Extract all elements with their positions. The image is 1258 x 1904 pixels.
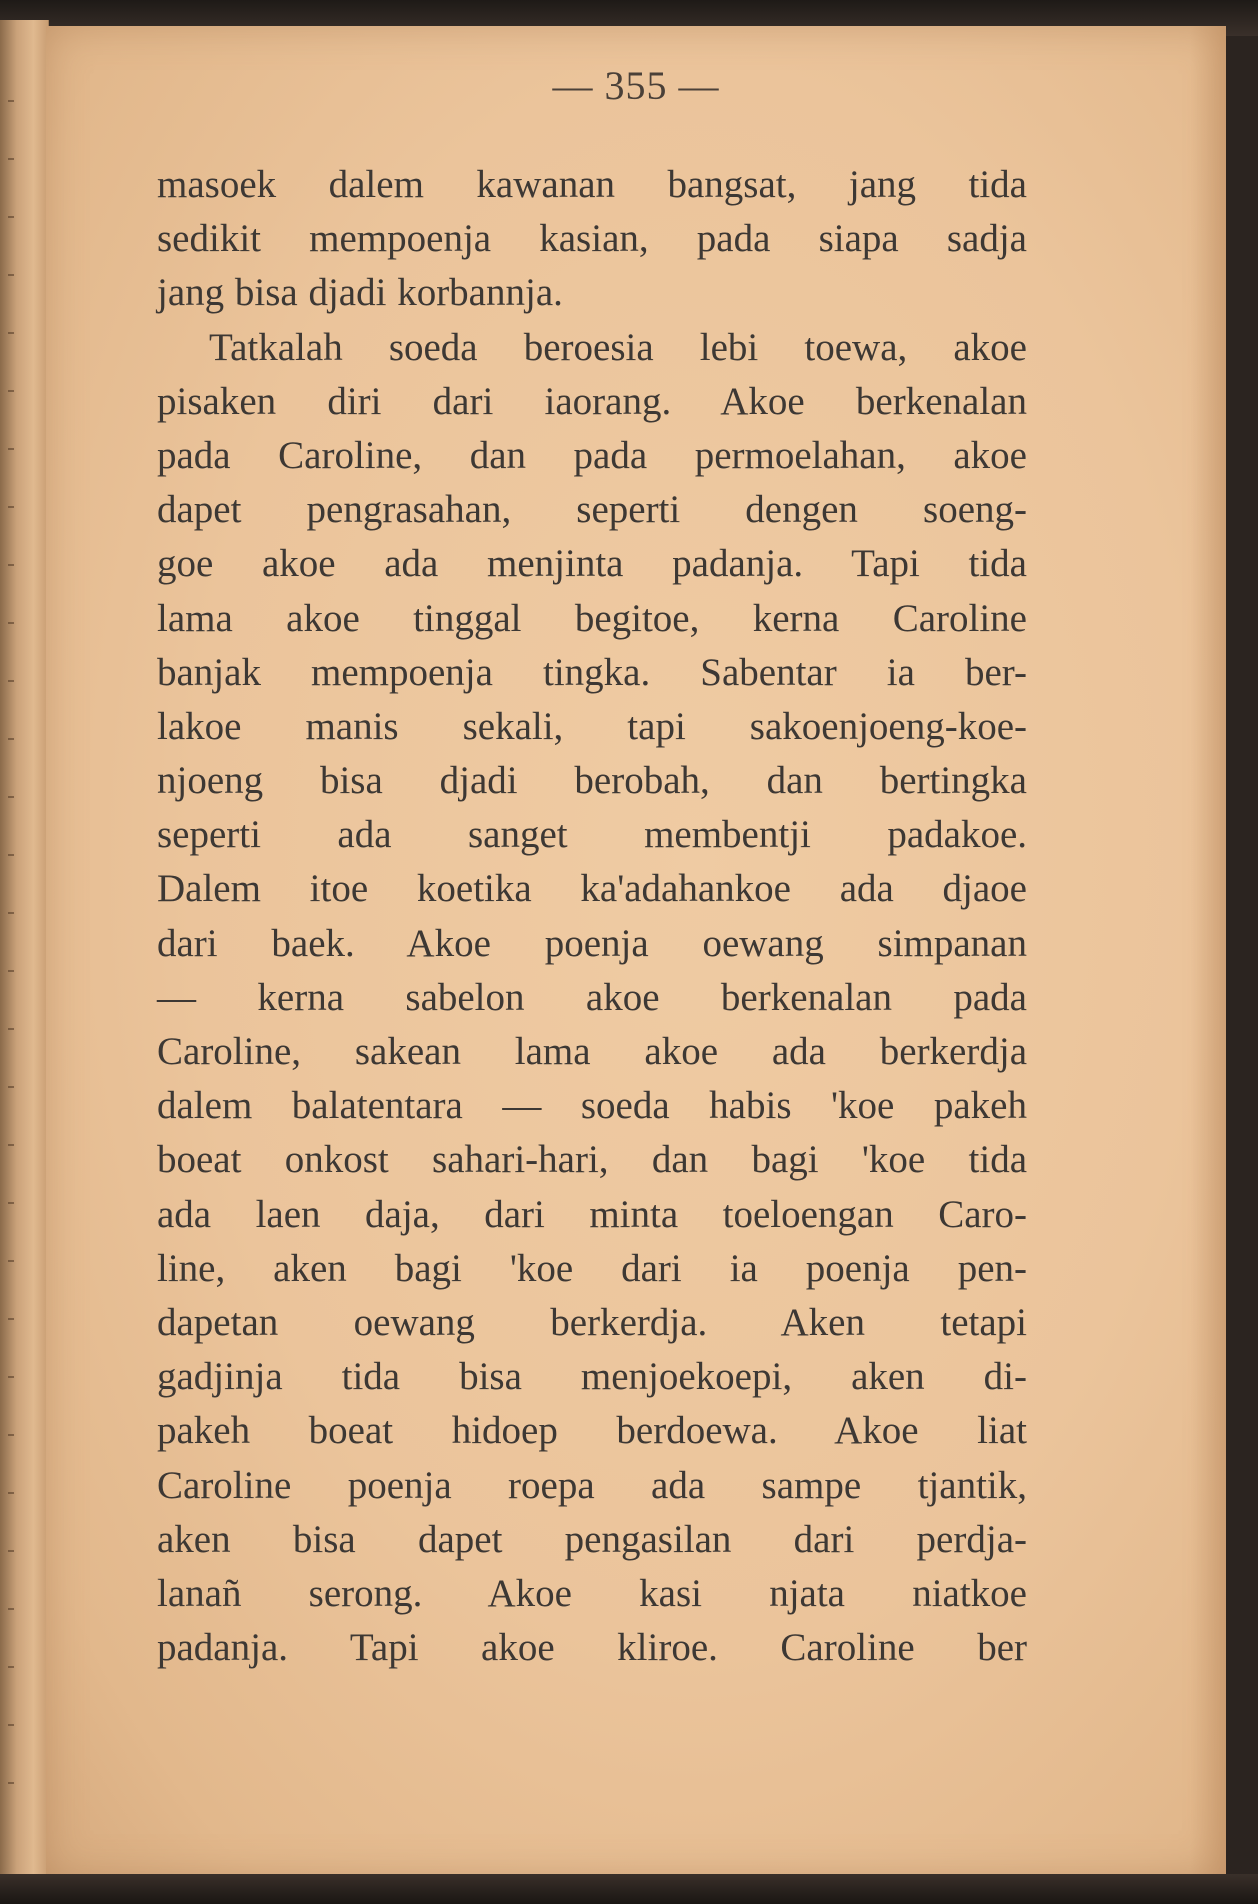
text-line: boeat onkost sahari-hari, dan bagi 'koe tida — [157, 1138, 1027, 1182]
text-line: banjak mempoenja tingka. Sabentar ia ber- — [157, 650, 1027, 694]
text-line: masoek dalem kawanan bangsat, jang tida — [157, 163, 1027, 206]
text-line: lanañ serong. Akoe kasi njata niatkoe — [157, 1571, 1027, 1615]
text-line: dalem balatentara — soeda habis 'koe pakeh — [157, 1084, 1027, 1128]
text-line: lama akoe tinggal begitoe, kerna Caroline — [157, 596, 1027, 640]
text-line: — kerna sabelon akoe berkenalan pada — [157, 975, 1027, 1019]
text-line: Tatkalah soeda beroesia lebi toewa, akoe — [209, 325, 1027, 369]
spine-stitch-marks — [8, 100, 14, 1800]
text-line: dapetan oewang berkerdja. Aken tetapi — [157, 1300, 1027, 1344]
text-line: goe akoe ada menjinta padanja. Tapi tida — [157, 542, 1027, 586]
page-number: — 355 — — [552, 63, 720, 108]
text-line: ada laen daja, dari minta toeloengan Caro- — [157, 1192, 1027, 1236]
page-edge-shadow — [1190, 26, 1226, 1878]
text-line: pada Caroline, dan pada permoelahan, akoe — [157, 433, 1027, 477]
text-line: lakoe manis sekali, tapi sakoenjoeng-koe- — [157, 704, 1027, 748]
text-line: padanja. Tapi akoe kliroe. Caroline ber — [157, 1626, 1027, 1670]
text-line: aken bisa dapet pengasilan dari perdja- — [157, 1517, 1027, 1561]
text-line: seperti ada sanget membentji padakoe. — [157, 813, 1027, 857]
book-spine — [0, 20, 49, 1880]
text-line: jang bisa djadi korbannja. — [157, 271, 563, 315]
text-line: dapet pengrasahan, seperti dengen soeng- — [157, 488, 1027, 532]
text-line: njoeng bisa djadi berobah, dan bertingka — [157, 759, 1027, 803]
text-line: pakeh boeat hidoep berdoewa. Akoe liat — [157, 1409, 1027, 1453]
text-line: sedikit mempoenja kasian, pada siapa sadja — [157, 217, 1027, 261]
text-line: gadjinja tida bisa menjoekoepi, aken di- — [157, 1355, 1027, 1399]
text-line: line, aken bagi 'koe dari ia poenja pen- — [157, 1246, 1027, 1290]
text-line: Dalem itoe koetika ka'adahankoe ada djaoe — [157, 867, 1027, 911]
scan-bottom-border — [0, 1874, 1258, 1904]
text-line: Caroline, sakean lama akoe ada berkerdja — [157, 1030, 1027, 1073]
text-line: pisaken diri dari iaorang. Akoe berkenalan — [157, 379, 1027, 423]
page-text-block — [157, 158, 1027, 1675]
text-line: Caroline poenja roepa ada sampe tjantik, — [157, 1463, 1027, 1507]
text-line: dari baek. Akoe poenja oewang simpanan — [157, 921, 1027, 965]
